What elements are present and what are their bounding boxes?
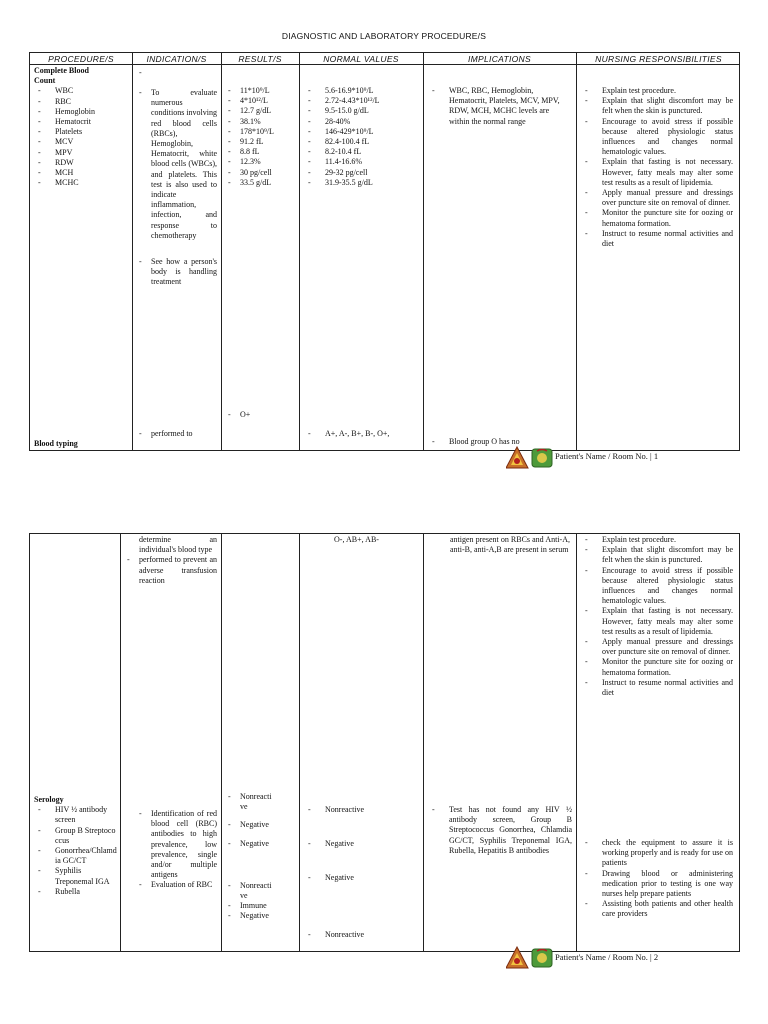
indications-blood-typing-cont [125,535,217,586]
result-value: - 12.3% [226,157,296,167]
nursing-item: - Instruct to resume normal activities and diet [581,229,733,249]
normal-value: - 29-32 pg/cell [304,168,419,178]
page-title: DIAGNOSTIC AND LABORATORY PROCEDURE/S [281,31,487,41]
school-logo-icon [506,446,554,475]
result-value: - O+ [226,410,250,420]
implication-text: - Blood group O has no [428,437,568,447]
result-value: - 178*10⁹/L [226,127,284,137]
indication-text: - To evaluate numerous conditions involving red blood cells (RBCs), Hemoglobin, Hematocrit, white blood cells (WBCs), and platelets. This test is also used to indicate inflammation, infection, and response to chemotherapy [137,88,217,241]
cbc-item: - WBC [34,86,130,96]
cbc-item: - RDW [34,158,130,168]
indication-dash [137,68,217,78]
procedure-serology-title: Serology [34,795,64,804]
header-implications: IMPLICATIONS [468,54,531,64]
indications-cbc [137,68,217,288]
implication-text: - WBC, RBC, Hemoglobin, Hematocrit, Platelets, MCV, MPV, RDW, MCH, MCHC levels are within the normal range [428,86,568,127]
indication-text: - Evaluation of RBC [137,880,217,890]
nursing-item: - Instruct to resume normal activities and diet [581,678,733,698]
header-normal-values: NORMAL VALUES [323,54,399,64]
cbc-item: - Hematocrit [34,117,130,127]
normal-value: - 11.4-16.6% [304,157,419,167]
result-value: - Negative [226,911,296,921]
cbc-item: - Platelets [34,127,130,137]
normal-blood-type [304,429,389,439]
implications-serology [428,805,572,856]
school-logo-icon [506,946,554,975]
nursing-item: - Explain that fasting is not necessary. However, fatty meals may alter some test results as a result of lipidemia. [581,157,733,188]
normal-value: - 2.72-4.43*10¹²/L [304,96,419,106]
cbc-item: - MCH [34,168,130,178]
indication-text: - performed to [137,429,217,439]
serology-item: - Gonorrhea/Chlamdia GC/CT [34,846,118,866]
normal-value: - Nonreactive [304,805,419,815]
nursing-serology [581,838,733,920]
procedure-blood-typing: Blood typing [34,439,78,448]
procedure-cbc-title-cont: Count [34,76,56,86]
normal-value: - 9.5-15.0 g/dL [304,106,419,116]
normal-blood-type-cont: O-, AB+, AB- [334,535,379,544]
normal-value: - Negative [304,839,419,849]
normal-value: - 146-429*10⁹/L [304,127,419,137]
indications-blood-typing [137,429,217,439]
nursing-item: - Monitor the puncture site for oozing or hematoma formation. [581,208,733,228]
header-indications: INDICATION/S [146,54,207,64]
nursing-item: - Drawing blood or administering medication prior to testing is one way nurses help prepare patients [581,869,733,900]
result-value: - 30 pg/cell [226,168,280,178]
implication-blood-typing-cont: antigen present on RBCs and Anti-A, anti-B, anti-A,B are present in serum [450,535,570,555]
cbc-item: - MCV [34,137,130,147]
result-value: - Negative [226,820,296,830]
normal-value: - Negative [304,873,419,883]
results-serology [226,792,296,922]
indications-serology [137,809,217,891]
cbc-item: - RBC [34,97,130,107]
nursing-item: - Explain that slight discomfort may be felt when the skin is punctured. [581,545,733,565]
header-results: RESULT/S [238,54,282,64]
lab-table-page2 [29,533,740,952]
indication-text: - performed to prevent an adverse transfusion reaction [125,555,217,586]
result-value: - 38.1% [226,117,296,127]
nursing-blood-typing [581,535,733,698]
result-value: - 12.7 g/dL [226,106,296,116]
nursing-item: - Explain that slight discomfort may be felt when the skin is punctured. [581,96,733,116]
nursing-item: - Encourage to avoid stress if possible because altered physiologic status influences and changes normal hematologic values. [581,117,733,158]
serology-item: - HIV ½ antibody screen [34,805,118,825]
normal-values-serology [304,805,419,940]
nursing-item: - Explain test procedure. [581,86,733,96]
header-nursing-responsibilities: NURSING RESPONSIBILITIES [595,54,722,64]
nursing-item: - Explain test procedure. [581,535,733,545]
nursing-item: - Assisting both patients and other health care providers [581,899,733,919]
nursing-item: - Apply manual pressure and dressings over puncture site on removal of dinner. [581,188,733,208]
nursing-item: - Explain that fasting is not necessary. However, fatty meals may alter some test results as a result of lipidemia. [581,606,733,637]
indication-text: - See how a person's body is handling treatment [137,257,217,288]
cbc-item: - MPV [34,148,130,158]
normal-value: - Nonreactive [304,930,419,940]
page-footer: Patient's Name / Room No. | 2 [555,952,659,962]
result-value: - 11*10⁹/L [226,86,296,96]
nursing-item: - check the equipment to assure it is working properly and is ready for use on patients [581,838,733,869]
lab-table-page1 [29,52,740,451]
result-blood-type [226,410,250,420]
normal-values-cbc [304,86,419,188]
normal-value: - 28-40% [304,117,419,127]
result-value: - Nonreactive [226,881,274,901]
result-value: - 91.2 fL [226,137,296,147]
page-footer: Patient's Name / Room No. | 1 [555,451,659,461]
header-procedures: PROCEDURE/S [48,54,114,64]
procedure-serology [34,795,118,897]
result-value: - 33.5 g/dL [226,178,296,188]
indication-text: - Identification of red blood cell (RBC) antibodies to high prevalence, low prevalence, single and/or multiple antigens [137,809,217,880]
result-value: - Negative [226,839,296,849]
cbc-item: - MCHC [34,178,130,188]
normal-value: - 8.2-10.4 fL [304,147,419,157]
nursing-item: - Encourage to avoid stress if possible because altered physiologic status influences and changes normal hematologic values. [581,566,733,607]
result-value: - Immune [226,901,296,911]
implications-cbc [428,86,568,127]
result-value: - 8.8 fL [226,147,296,157]
procedure-cbc [34,66,130,188]
results-cbc [226,86,296,188]
normal-value: - 31.9-35.5 g/dL [304,178,419,188]
result-value: - Nonreactive [226,792,274,812]
cbc-item: - Hemoglobin [34,107,130,117]
procedure-cbc-title: Complete Blood [34,66,89,75]
implication-text: - Test has not found any HIV ½ antibody screen, Group B Streptococcus Gonorrhea, Chlamdia GC/CT, Syphilis Treponemal IGA, Rubella, Hepatitis B antibodies [428,805,572,856]
nursing-item: - Monitor the puncture site for oozing or hematoma formation. [581,657,733,677]
serology-item: - Rubella [34,887,118,897]
nursing-cbc [581,86,733,249]
normal-value: - 82.4-100.4 fL [304,137,419,147]
normal-value: - 5.6-16.9*10⁹/L [304,86,419,96]
nursing-item: - Apply manual pressure and dressings over puncture site on removal of dinner. [581,637,733,657]
serology-item: - Group B Streptococcus [34,826,118,846]
indication-text: determine an individual's blood type [139,535,217,555]
result-value: - 4*10¹²/L [226,96,296,106]
serology-item: - Syphilis Treponemal IGA [34,866,118,886]
normal-value: - A+, A-, B+, B-, O+, [304,429,389,439]
